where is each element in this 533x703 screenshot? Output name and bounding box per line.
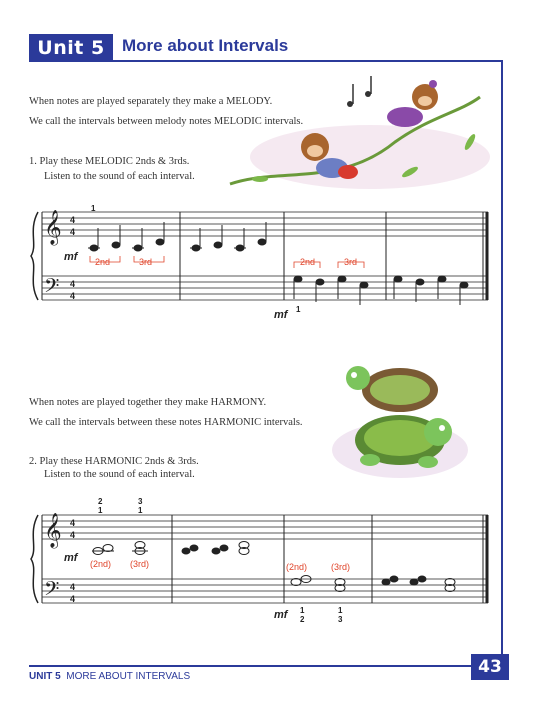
treble-clef-icon: 𝄞 (44, 514, 62, 547)
treble-notes (88, 222, 266, 251)
finger-number: 1 (91, 204, 96, 213)
time-sig-top-bass: 4 (70, 582, 76, 592)
bass-notes (294, 276, 468, 305)
time-sig-top: 4 (70, 518, 76, 528)
finger-number: 2 (98, 497, 103, 506)
dynamic-mf: mf (64, 251, 78, 263)
page-number: 43 (471, 654, 509, 680)
melody-intro-2: We call the intervals between melody notes MELODIC intervals. (29, 116, 304, 127)
melody-instruction-2: Listen to the sound of each interval. (44, 171, 195, 182)
treble-chords (92, 542, 148, 555)
page-title: More about Intervals (122, 36, 289, 55)
footer-unit: UNIT 5 (29, 671, 61, 682)
dynamic-mf: mf (64, 552, 78, 564)
turtles-illustration (320, 330, 470, 490)
finger-number: 1 (338, 606, 343, 615)
finger-number: 1 (138, 506, 143, 515)
finger-number: 1 (98, 506, 103, 515)
time-sig-bottom-bass: 4 (70, 594, 76, 604)
finger-number: 3 (338, 615, 343, 624)
interval-label: (3rd) (130, 559, 150, 569)
bass-chords (291, 576, 455, 592)
header-rule (29, 60, 502, 62)
finger-number: 3 (138, 497, 143, 506)
harmony-instruction-2: Listen to the sound of each interval. (44, 469, 195, 480)
interval-label: 3rd (139, 257, 153, 267)
melody-instruction-1: 1. Play these MELODIC 2nds & 3rds. (29, 156, 190, 167)
time-sig-bottom: 4 (70, 227, 76, 237)
time-sig-bottom: 4 (70, 530, 76, 540)
monkeys-illustration (220, 72, 500, 197)
interval-label: 3rd (344, 257, 358, 267)
interval-label: 2nd (95, 257, 111, 267)
harmonic-grand-staff (28, 495, 493, 630)
footer-section: MORE ABOUT INTERVALS (66, 671, 191, 682)
right-margin-rule (501, 60, 503, 660)
time-sig-bottom-bass: 4 (70, 291, 76, 301)
time-sig-top-bass: 4 (70, 279, 76, 289)
unit-label: Unit 5 (37, 36, 105, 59)
interval-label: (3rd) (331, 562, 351, 572)
dynamic-mf: mf (274, 609, 288, 621)
brace (31, 515, 38, 603)
harmony-intro-2: We call the intervals between these notes HARMONIC intervals. (29, 417, 303, 428)
footer-caption (29, 671, 190, 682)
unit-badge (29, 34, 113, 61)
footer-rule (29, 665, 503, 667)
finger-number: 1 (300, 606, 305, 615)
bass-clef-icon: 𝄢 (44, 578, 60, 605)
interval-label: (2nd) (90, 559, 112, 569)
time-sig-top: 4 (70, 215, 76, 225)
interval-label: 2nd (300, 257, 316, 267)
interval-label: (2nd) (286, 562, 308, 572)
brace (31, 212, 38, 300)
melody-intro-1: When notes are played separately they make a MELODY. (29, 96, 273, 107)
harmony-intro-1: When notes are played together they make HARMONY. (29, 397, 267, 408)
finger-number: 1 (296, 305, 301, 314)
bass-clef-icon: 𝄢 (44, 275, 60, 302)
melodic-grand-staff (28, 200, 493, 330)
treble-clef-icon: 𝄞 (44, 211, 62, 244)
finger-number: 2 (300, 615, 305, 624)
harmony-instruction-1: 2. Play these HARMONIC 2nds & 3rds. (29, 456, 199, 467)
dynamic-mf: mf (274, 309, 288, 321)
